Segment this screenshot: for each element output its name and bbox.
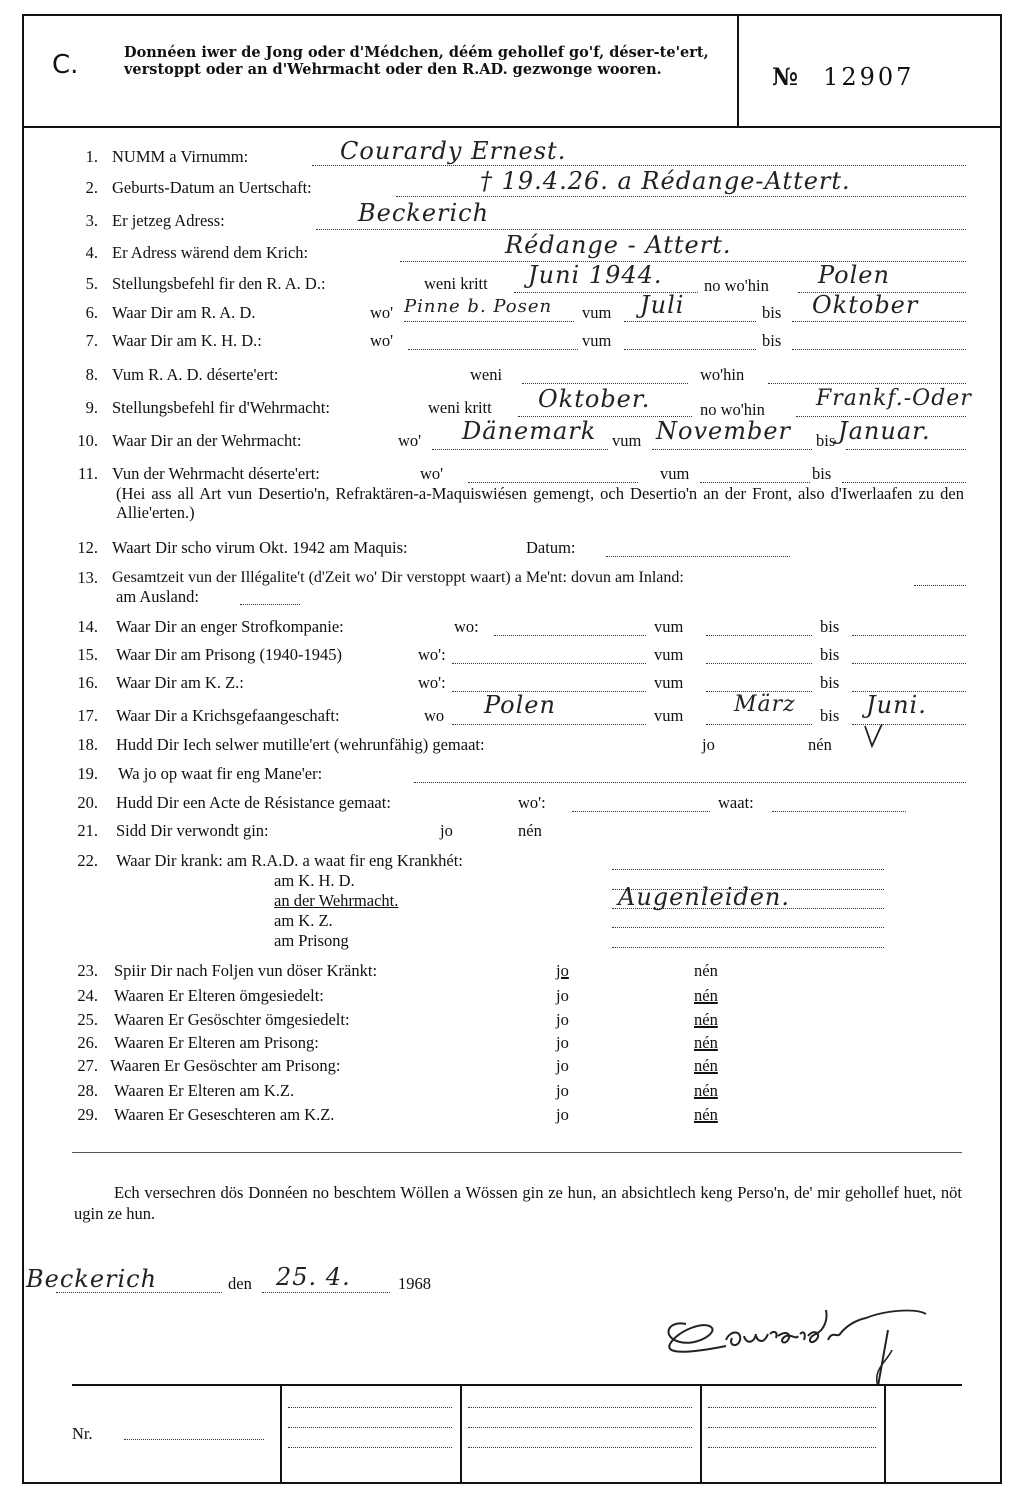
row-label-name: NUMM a Virnumm: — [112, 147, 249, 166]
section-rule — [72, 1152, 962, 1153]
field-line — [768, 382, 966, 384]
field-line — [708, 1446, 876, 1448]
row-label-rad: Waar Dir am R. A. D. — [112, 303, 256, 322]
field-line — [708, 1406, 876, 1408]
field-line — [432, 448, 608, 450]
field-line — [522, 382, 688, 384]
field-line — [706, 634, 812, 636]
row-number: 5. — [85, 274, 98, 293]
row-number: 29. — [77, 1105, 98, 1124]
handwritten-wehrmacht-place: Dänemark — [462, 417, 597, 445]
option-yes: jo — [556, 986, 569, 1005]
option-no: nén — [518, 821, 542, 840]
option-yes: jo — [702, 735, 715, 754]
field-line — [914, 584, 966, 586]
signature — [656, 1290, 946, 1390]
sub-label-kz: am K. Z. — [274, 911, 333, 930]
row-label-penal: Waar Dir an enger Strofkompanie: — [116, 617, 344, 636]
row-label-parents-kz: Waaren Er Elteren am K.Z. — [114, 1081, 295, 1100]
field-line — [612, 868, 884, 870]
form-number — [772, 62, 914, 91]
label-where: wo': — [518, 793, 546, 812]
row-note-desertion: (Hei ass all Art vun Desertio'n, Refraktären-a-Maquiswiésen gemengt, och Desertio'n an der Front, also d'Iwerlaafen zu den Allie'erten.) — [116, 484, 964, 522]
row-label-selfharm: Hudd Dir Iech selwer mutille'ert (wehrunfähig) gemaat: — [116, 735, 485, 754]
handwritten-rad-from: Juli — [640, 291, 685, 319]
declaration-text: Ech versechren dös Donnéen no beschtem Wöllen a Wössen gin ze hun, an absichtlech keng Perso'n, de' mir gehollef huet, nöt ugin ze hun. — [74, 1183, 962, 1223]
label-where: wo — [424, 706, 445, 725]
label-where: wo'hin — [700, 365, 745, 384]
label-until: bis — [762, 331, 782, 350]
field-line — [624, 348, 756, 350]
label-from: vum — [582, 303, 612, 322]
field-line — [612, 946, 884, 948]
row-label-wehrmacht: Waar Dir an der Wehrmacht: — [112, 431, 302, 450]
row-label-abroad: am Ausland: — [116, 587, 199, 606]
row-label-wehrmacht-order: Stellungsbefehl fir d'Wehrmacht: — [112, 398, 330, 417]
footer-column-line — [884, 1384, 886, 1484]
field-line — [624, 320, 756, 322]
handwritten-place: Beckerich — [26, 1265, 158, 1293]
field-line — [468, 1426, 692, 1428]
row-label-illegality: Gesamtzeit vun der Illégalite't (d'Zeit wo' Dir verstoppt waart) a Me'nt: dovun am Inland: — [112, 569, 684, 586]
option-yes: jo — [556, 1056, 569, 1075]
row-number: 27. — [77, 1056, 98, 1075]
option-yes: jo — [556, 1105, 569, 1124]
row-number: 13. — [77, 568, 98, 587]
field-line — [792, 320, 966, 322]
handwritten-birth: † 19.4.26. a Rédange-Attert. — [480, 167, 851, 195]
row-label-khd: Waar Dir am K. H. D.: — [112, 331, 262, 350]
row-label-birth: Geburts-Datum an Uertschaft: — [112, 178, 312, 197]
label-when: weni — [470, 365, 503, 384]
row-label-siblings-prison: Waaren Er Gesöschter am Prisong: — [110, 1056, 341, 1075]
option-no: nén — [808, 735, 832, 754]
field-line — [706, 723, 812, 725]
field-line — [408, 348, 578, 350]
field-line — [404, 320, 574, 322]
row-number: 26. — [77, 1033, 98, 1052]
field-line — [494, 634, 646, 636]
row-number: 28. — [77, 1081, 98, 1100]
section-title: Donnéen iwer de Jong oder d'Médchen, déém gehollef go'f, déser-te'ert, verstoppt oder an d'Wehrmacht oder den R.AD. gezwonge wooren. — [124, 44, 709, 78]
row-label-resistance: Hudd Dir een Acte de Résistance gemaat: — [116, 793, 391, 812]
row-label-address: Er jetzeg Adress: — [112, 211, 225, 230]
label-until: bis — [820, 673, 840, 692]
row-label-wehrmacht-deserted: Vun der Wehrmacht déserte'ert: — [112, 464, 320, 483]
field-line — [706, 662, 812, 664]
row-label-rad-order: Stellungsbefehl fir den R. A. D.: — [112, 274, 326, 293]
option-no-selected: nén — [694, 1033, 718, 1052]
row-number: 24. — [77, 986, 98, 1005]
row-number: 4. — [85, 243, 98, 262]
field-line — [846, 448, 966, 450]
label-when: weni kritt — [424, 274, 488, 293]
year-text: 1968 — [398, 1274, 431, 1293]
field-line — [288, 1406, 452, 1408]
option-yes: jo — [556, 1033, 569, 1052]
number-value: 12907 — [823, 63, 915, 91]
handwritten-pow-from: März — [734, 692, 796, 717]
handwritten-rad-place: Pinne b. Posen — [404, 296, 553, 317]
handwritten-pow-until: Juni. — [866, 691, 927, 719]
row-number: 8. — [85, 365, 98, 384]
field-line — [468, 1406, 692, 1408]
label-what: waat: — [718, 793, 754, 812]
row-label-consequences: Spiir Dir nach Foljen vun döser Kränkt: — [114, 961, 378, 980]
row-label-kz: Waar Dir am K. Z.: — [116, 673, 244, 692]
field-line — [572, 810, 710, 812]
field-line — [452, 662, 646, 664]
handwritten-war-address: Rédange - Attert. — [505, 231, 732, 259]
row-number: 10. — [77, 431, 98, 450]
row-number: 9. — [85, 398, 98, 417]
option-yes-selected: jo — [556, 961, 569, 980]
field-line — [842, 481, 966, 483]
field-line — [396, 195, 966, 197]
header-divider — [737, 14, 739, 126]
label-from: vum — [654, 673, 684, 692]
label-where: wo' — [398, 431, 422, 450]
handwritten-illness: Augenleiden. — [618, 883, 791, 911]
option-no-selected: nén — [694, 1056, 718, 1075]
label-from: vum — [654, 706, 684, 725]
row-number: 2. — [85, 178, 98, 197]
row-label-pow: Waar Dir a Krichsgefaangeschaft: — [116, 706, 340, 725]
field-line — [468, 481, 638, 483]
label-where: no wo'hin — [700, 400, 765, 419]
field-line — [288, 1446, 452, 1448]
option-no-selected: nén — [694, 1105, 718, 1124]
row-label-sick: Waar Dir krank: am R.A.D. a waat fir eng Krankhét: — [116, 851, 463, 870]
row-label-manner: Wa jo op waat fir eng Mane'er: — [118, 764, 323, 783]
label-until: bis — [820, 617, 840, 636]
field-line — [792, 348, 966, 350]
label-where: wo' — [370, 331, 394, 350]
row-number: 15. — [77, 645, 98, 664]
label-until: bis — [812, 464, 832, 483]
handwritten-rad-where: Polen — [818, 261, 890, 289]
option-no-selected: nén — [694, 986, 718, 1005]
row-number: 19. — [77, 764, 98, 783]
field-line — [124, 1438, 264, 1440]
option-no-selected: nén — [694, 1010, 718, 1029]
field-line — [708, 1426, 876, 1428]
row-label-siblings-resettled: Waaren Er Gesöschter ömgesiedelt: — [114, 1010, 350, 1029]
label-until: bis — [762, 303, 782, 322]
label-until: bis — [820, 645, 840, 664]
label-until: bis — [816, 431, 836, 450]
row-number: 21. — [77, 821, 98, 840]
row-number: 6. — [85, 303, 98, 322]
row-number: 12. — [77, 538, 98, 557]
label-den: den — [228, 1274, 252, 1293]
label-where: wo': — [418, 673, 446, 692]
handwritten-wehrmacht-from: November — [656, 417, 792, 445]
option-yes: jo — [556, 1010, 569, 1029]
sub-label-prison: am Prisong — [274, 931, 349, 950]
field-line — [852, 634, 966, 636]
field-line — [240, 603, 300, 605]
row-number: 17. — [77, 706, 98, 725]
handwritten-wehrmacht-where: Frankf.-Oder — [816, 386, 972, 411]
label-until: bis — [820, 706, 840, 725]
option-no: nén — [694, 961, 718, 980]
label-where: no wo'hin — [704, 276, 769, 295]
sub-label-wehrmacht: an der Wehrmacht. — [274, 891, 399, 910]
row-label-war-address: Er Adress wärend dem Krich: — [112, 243, 309, 262]
row-number: 1. — [85, 147, 98, 166]
row-label-wounded: Sidd Dir verwondt gin: — [116, 821, 269, 840]
row-number: 23. — [77, 961, 98, 980]
field-line — [468, 1446, 692, 1448]
label-date: Datum: — [526, 538, 576, 557]
label-where: wo: — [454, 617, 479, 636]
field-line — [652, 448, 812, 450]
field-line — [288, 1426, 452, 1428]
option-no-selected: nén — [694, 1081, 718, 1100]
field-line — [56, 1291, 222, 1293]
row-number: 3. — [85, 211, 98, 230]
footer-top-rule — [72, 1384, 962, 1386]
row-number: 7. — [85, 331, 98, 350]
label-from: vum — [582, 331, 612, 350]
field-line — [316, 228, 966, 230]
row-label-parents-resettled: Waaren Er Elteren ömgesiedelt: — [114, 986, 324, 1005]
field-line — [700, 481, 810, 483]
handwritten-name: Courardy Ernest. — [340, 137, 567, 165]
handwritten-address: Beckerich — [358, 199, 490, 227]
handwritten-wehrmacht-until: Januar. — [838, 417, 931, 445]
label-from: vum — [654, 617, 684, 636]
option-yes: jo — [556, 1081, 569, 1100]
section-letter: C. — [52, 50, 79, 80]
field-line — [612, 926, 884, 928]
handwritten-pow-place: Polen — [484, 691, 556, 719]
row-label-rad-deserted: Vum R. A. D. déserte'ert: — [112, 365, 279, 384]
handwritten-rad-until: Oktober — [812, 291, 919, 319]
footer-column-line — [280, 1384, 282, 1484]
row-number: 20. — [77, 793, 98, 812]
check-mark — [862, 722, 886, 750]
row-number: 14. — [77, 617, 98, 636]
footer-column-line — [460, 1384, 462, 1484]
field-line — [262, 1291, 390, 1293]
field-line — [452, 723, 646, 725]
handwritten-rad-when: Juni 1944. — [528, 261, 663, 289]
row-label-maquis: Waart Dir scho virum Okt. 1942 am Maquis: — [112, 538, 408, 557]
row-number: 16. — [77, 673, 98, 692]
handwritten-wehrmacht-when: Oktober. — [538, 385, 651, 413]
row-label-siblings-kz: Waaren Er Geseschteren am K.Z. — [114, 1105, 335, 1124]
sub-label-khd: am K. H. D. — [274, 871, 355, 890]
footer-nr-label: Nr. — [72, 1424, 93, 1443]
field-line — [414, 781, 966, 783]
field-line — [772, 810, 906, 812]
footer-column-line — [700, 1384, 702, 1484]
row-number: 11. — [77, 464, 98, 483]
label-where: wo' — [370, 303, 394, 322]
row-label-prison: Waar Dir am Prisong (1940-1945) — [116, 645, 342, 664]
row-label-parents-prison: Waaren Er Elteren am Prisong: — [114, 1033, 319, 1052]
row-number: 25. — [77, 1010, 98, 1029]
label-where: wo' — [420, 464, 444, 483]
label-from: vum — [660, 464, 690, 483]
label-where: wo': — [418, 645, 446, 664]
field-line — [606, 555, 790, 557]
row-number: 18. — [77, 735, 98, 754]
option-yes: jo — [440, 821, 453, 840]
label-from: vum — [654, 645, 684, 664]
label-from: vum — [612, 431, 642, 450]
row-number: 22. — [77, 851, 98, 870]
header-bottom-rule — [24, 126, 1002, 128]
label-when: weni kritt — [428, 398, 492, 417]
number-sign: № — [772, 62, 802, 91]
field-line — [852, 662, 966, 664]
handwritten-date: 25. 4. — [276, 1263, 351, 1291]
